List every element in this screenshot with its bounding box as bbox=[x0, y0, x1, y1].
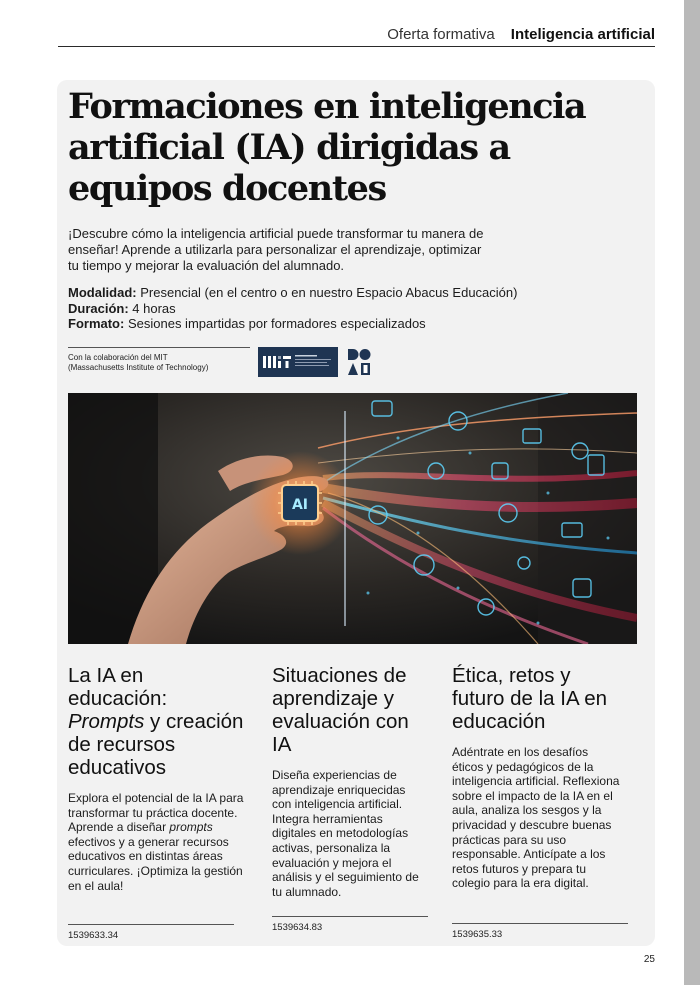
course-card-situaciones bbox=[272, 664, 427, 899]
course-description: Adéntrate en los desafíos éticos y pedagógicos de la inteligencia artificial. Reflexiona sobre el impacto de la IA en el aula, analiza los sesgos y la privacidad y descubre buenas prácticas para su uso responsable. Anticípate a los retos futuros y prepara tu colegio para la era digital. bbox=[452, 745, 620, 891]
course-title: La IA en educación: Prompts y creación de recursos educativos bbox=[68, 664, 244, 779]
course-title: Ética, retos y futuro de la IA en educación bbox=[452, 664, 608, 733]
page-header bbox=[58, 24, 655, 47]
page-number: 25 bbox=[643, 954, 655, 965]
detail-duracion bbox=[68, 301, 628, 317]
detail-label: Modalidad: bbox=[68, 285, 137, 300]
detail-value: Sesiones impartidas por formadores especializados bbox=[127, 316, 426, 331]
ai-hero-image bbox=[68, 393, 637, 644]
course-description: Diseña experiencias de aprendizaje enriquecidas con inteligencia artificial. Integra herramientas digitales en metodologías activas, personaliza la evaluación y mejora el análisis y el seguimiento de tu alumnado. bbox=[272, 768, 419, 899]
collaboration-line: (Massachusetts Institute of Technology) bbox=[68, 363, 209, 372]
course-code: 1539634.83 bbox=[272, 916, 428, 933]
course-code: 1539635.33 bbox=[452, 923, 628, 940]
course-description: Explora el potencial de la IA para transformar tu práctica docente. Aprende a diseñar prompts efectivos y a generar recursos educativos en distintas áreas curriculares. ¡Optimiza la gestión en el aula! bbox=[68, 791, 244, 893]
course-card-etica bbox=[452, 664, 620, 891]
page-edge-band bbox=[684, 0, 700, 985]
detail-modalidad bbox=[68, 285, 628, 301]
partner-logo bbox=[347, 348, 371, 376]
detail-label: Formato: bbox=[68, 316, 125, 331]
course-details bbox=[68, 285, 628, 332]
course-code: 1539633.34 bbox=[68, 924, 234, 941]
intro-paragraph: ¡Descubre cómo la inteligencia artificial puede transformar tu manera de enseñar! Aprende a utilizarla para personalizar el aprendizaje, optimizar tu tiempo y mejorar la evaluación del alumnado. bbox=[68, 226, 484, 273]
detail-value: Presencial (en el centro o en nuestro Espacio Abacus Educación) bbox=[140, 285, 518, 300]
detail-value: 4 horas bbox=[132, 300, 176, 316]
breadcrumb bbox=[387, 26, 655, 43]
detail-formato bbox=[68, 316, 628, 332]
ai-chip-label: AI bbox=[291, 497, 309, 513]
breadcrumb-section[interactable]: Oferta formativa bbox=[387, 26, 495, 43]
detail-label: Duración: bbox=[68, 300, 129, 316]
course-title: Situaciones de aprendizaje y evaluación con IA bbox=[272, 664, 409, 756]
mit-logo bbox=[258, 347, 338, 377]
course-card-prompts bbox=[68, 664, 248, 893]
breadcrumb-current: Inteligencia artificial bbox=[510, 26, 655, 43]
page-title: Formaciones en inteligencia artificial (IA) dirigidas a equipos docentes bbox=[68, 86, 586, 209]
collaboration-line: Con la colaboración del MIT bbox=[68, 353, 168, 362]
collaboration-note bbox=[68, 347, 250, 373]
